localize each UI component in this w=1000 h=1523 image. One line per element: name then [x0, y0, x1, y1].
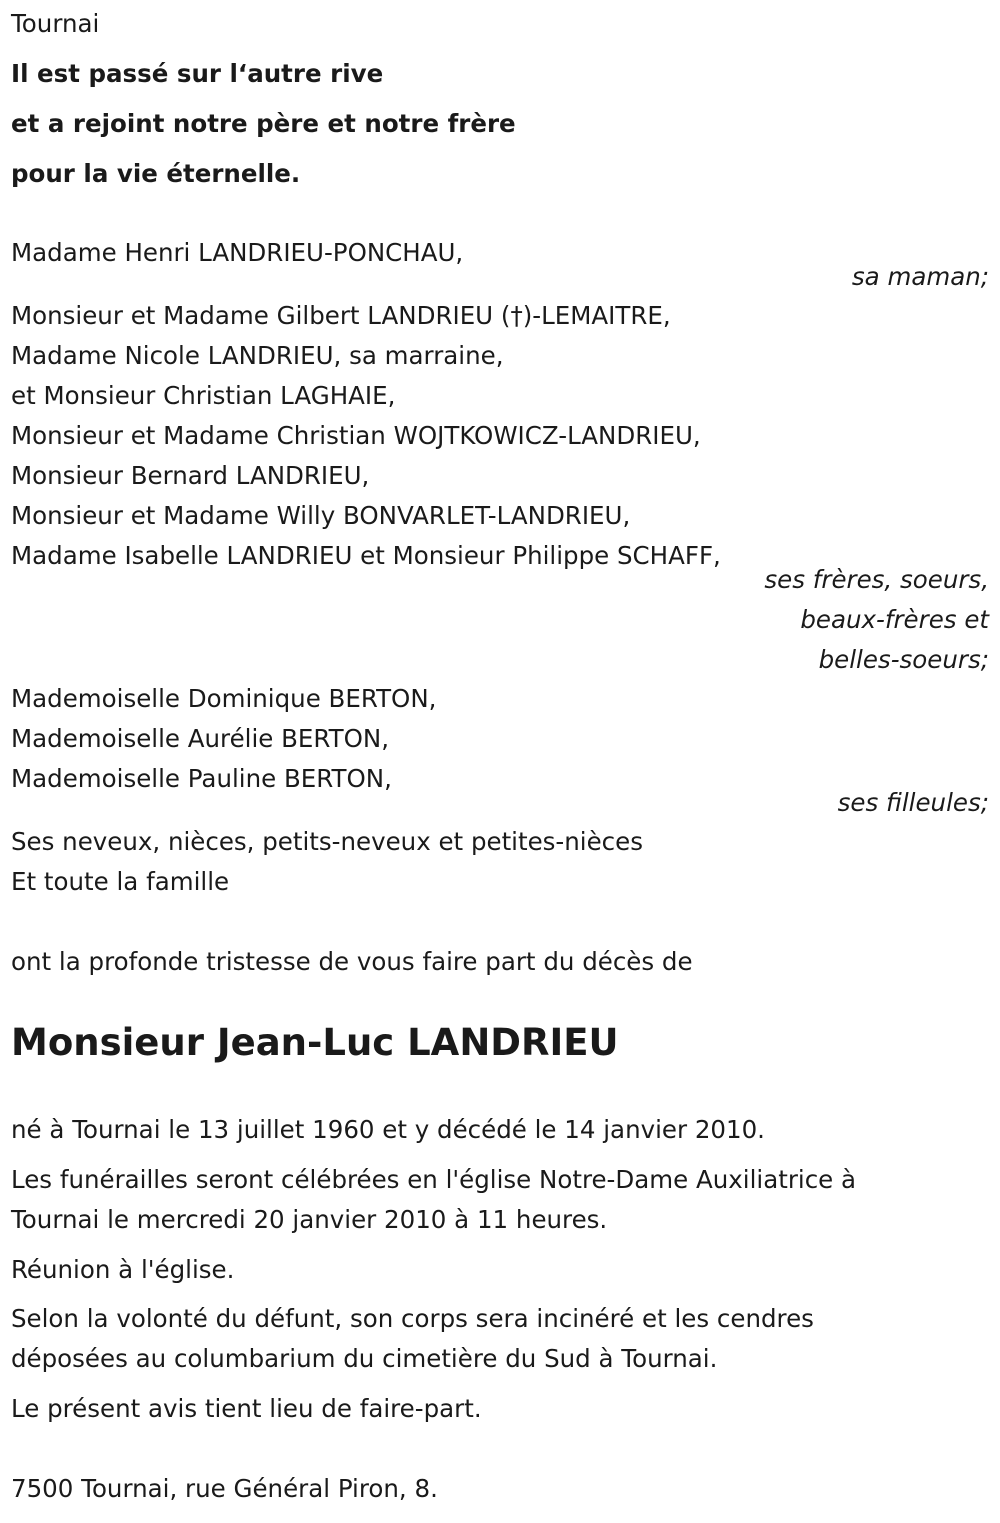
announcement: ont la profonde tristesse de vous faire part du décès de	[11, 947, 693, 976]
sibling-name: Monsieur et Madame Gilbert LANDRIEU (†)-LEMAITRE,	[11, 301, 671, 330]
address: 7500 Tournai, rue Général Piron, 8.	[11, 1474, 438, 1503]
cremation-line: déposées au columbarium du cimetière du Sud à Tournai.	[11, 1344, 718, 1373]
sibling-name: Monsieur et Madame Christian WOJTKOWICZ-LANDRIEU,	[11, 421, 701, 450]
goddaughter-name: Mademoiselle Pauline BERTON,	[11, 764, 392, 793]
family-line: Et toute la famille	[11, 867, 230, 896]
goddaughter-name: Mademoiselle Aurélie BERTON,	[11, 724, 390, 753]
deceased-name: Monsieur Jean-Luc LANDRIEU	[11, 1021, 619, 1064]
siblings-role: ses frères, soeurs,	[764, 565, 989, 594]
funeral-line: Les funérailles seront célébrées en l'église Notre-Dame Auxiliatrice à	[11, 1165, 857, 1194]
birth-death: né à Tournai le 13 juillet 1960 et y décédé le 14 janvier 2010.	[11, 1115, 765, 1144]
sibling-name: Madame Isabelle LANDRIEU et Monsieur Philippe SCHAFF,	[11, 541, 721, 570]
verse-line: et a rejoint notre père et notre frère	[11, 109, 516, 138]
siblings-role: belles-soeurs;	[818, 645, 989, 674]
goddaughters-role: ses filleules;	[837, 788, 989, 817]
meeting: Réunion à l'église.	[11, 1255, 235, 1284]
funeral-line: Tournai le mercredi 20 janvier 2010 à 11 heures.	[11, 1205, 608, 1234]
goddaughter-name: Mademoiselle Dominique BERTON,	[11, 684, 437, 713]
family-line: Ses neveux, nièces, petits-neveux et petites-nièces	[11, 827, 643, 856]
sibling-name: Monsieur et Madame Willy BONVARLET-LANDRIEU,	[11, 501, 631, 530]
mother-name: Madame Henri LANDRIEU-PONCHAU,	[11, 238, 464, 267]
verse-line: Il est passé sur l‘autre rive	[11, 59, 384, 88]
city-header: Tournai	[11, 9, 100, 38]
sibling-name: Madame Nicole LANDRIEU, sa marraine,	[11, 341, 504, 370]
siblings-role: beaux-frères et	[800, 605, 989, 634]
verse-line: pour la vie éternelle.	[11, 159, 301, 188]
sibling-name: et Monsieur Christian LAGHAIE,	[11, 381, 396, 410]
cremation-line: Selon la volonté du défunt, son corps sera incinéré et les cendres	[11, 1304, 814, 1333]
mother-role: sa maman;	[851, 262, 989, 291]
sibling-name: Monsieur Bernard LANDRIEU,	[11, 461, 370, 490]
notice: Le présent avis tient lieu de faire-part.	[11, 1394, 482, 1423]
